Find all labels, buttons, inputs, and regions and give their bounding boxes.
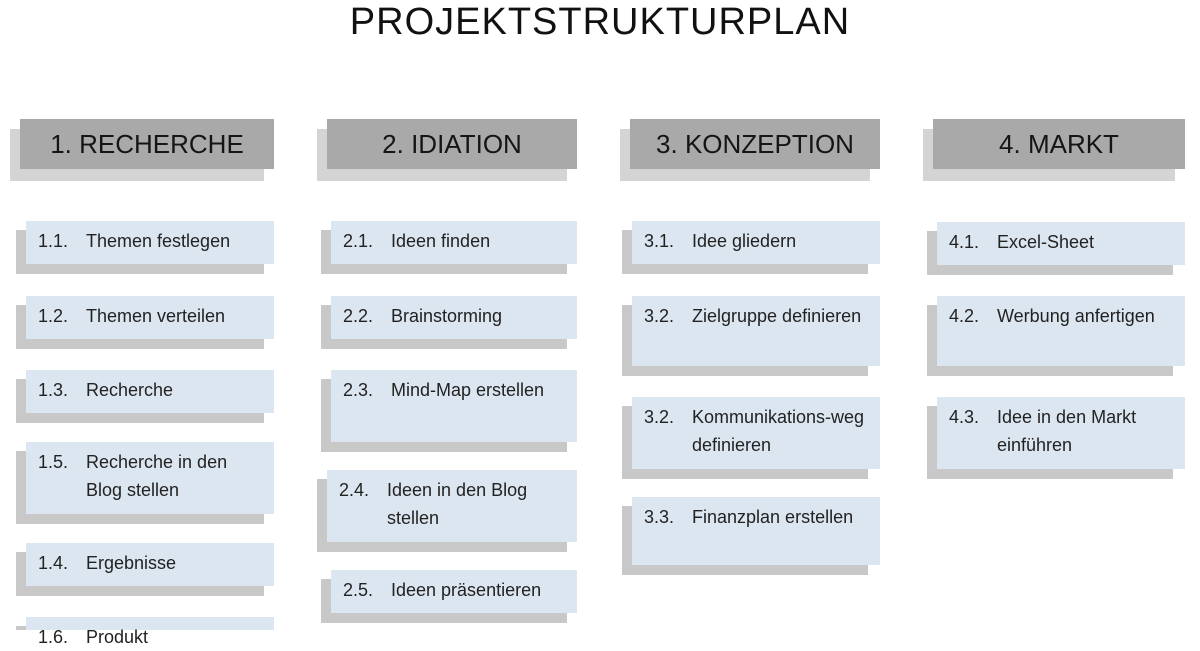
task-label: Produkt [86, 627, 149, 647]
task-1-2 [26, 296, 274, 339]
task-label: Recherche in den Blog stellen [86, 452, 228, 500]
task-label: Finanzplan erstellen [692, 507, 854, 527]
task-label: Mind-Map erstellen [391, 380, 545, 400]
task-number: 1.1. [38, 231, 69, 251]
column-heading: 2. IDIATION [327, 119, 577, 169]
task-label: Zielgruppe definieren [692, 306, 862, 326]
task-2-1 [331, 221, 577, 264]
task-3-2-a [632, 296, 880, 366]
column-markt [923, 0, 1193, 630]
task-number: 4.2. [949, 306, 980, 326]
task-number: 3.2. [644, 407, 675, 427]
task-number: 4.1. [949, 232, 980, 252]
task-label: Ergebnisse [86, 553, 177, 573]
task-3-2-b [632, 397, 880, 469]
task-label: Ideen finden [391, 231, 491, 251]
task-2-5 [331, 570, 577, 613]
task-number: 2.3. [343, 380, 374, 400]
column-heading: 3. KONZEPTION [630, 119, 880, 169]
task-number: 2.2. [343, 306, 374, 326]
task-3-1 [632, 221, 880, 264]
task-label: Recherche [86, 380, 174, 400]
task-number: 2.1. [343, 231, 374, 251]
task-label: Themen festlegen [86, 231, 231, 251]
task-number: 1.2. [38, 306, 69, 326]
column-idiation [317, 0, 587, 630]
task-label: Ideen präsentieren [391, 580, 542, 600]
task-2-3 [331, 370, 577, 442]
task-number: 3.2. [644, 306, 675, 326]
task-2-4 [327, 470, 577, 542]
task-number: 1.3. [38, 380, 69, 400]
task-number: 1.4. [38, 553, 69, 573]
task-4-2 [937, 296, 1185, 366]
task-label: Excel-Sheet [997, 232, 1095, 252]
task-1-5 [26, 442, 274, 514]
task-1-4 [26, 543, 274, 586]
task-number: 4.3. [949, 407, 980, 427]
task-label: Werbung anfertigen [997, 306, 1155, 326]
task-label: Kommunikations-weg definieren [692, 407, 865, 455]
task-number: 1.6. [38, 627, 69, 647]
column-konzeption [620, 0, 890, 630]
column-heading: 4. MARKT [933, 119, 1185, 169]
task-4-3 [937, 397, 1185, 469]
task-3-3 [632, 497, 880, 565]
task-number: 2.5. [343, 580, 374, 600]
task-number: 2.4. [339, 480, 370, 500]
task-1-3 [26, 370, 274, 413]
task-label: Themen verteilen [86, 306, 226, 326]
column-heading: 1. RECHERCHE [20, 119, 274, 169]
task-label: Ideen in den Blog stellen [387, 480, 528, 528]
task-number: 1.5. [38, 452, 69, 472]
task-1-6 [26, 617, 274, 647]
task-number: 3.1. [644, 231, 675, 251]
task-label: Brainstorming [391, 306, 503, 326]
task-2-2 [331, 296, 577, 339]
task-1-1 [26, 221, 274, 264]
task-label: Idee gliedern [692, 231, 797, 251]
column-recherche [10, 0, 280, 647]
page-title: PROJEKTSTRUKTURPLAN [349, 1, 851, 43]
task-label: Idee in den Markt einführen [997, 407, 1137, 455]
task-number: 3.3. [644, 507, 675, 527]
task-4-1 [937, 222, 1185, 265]
